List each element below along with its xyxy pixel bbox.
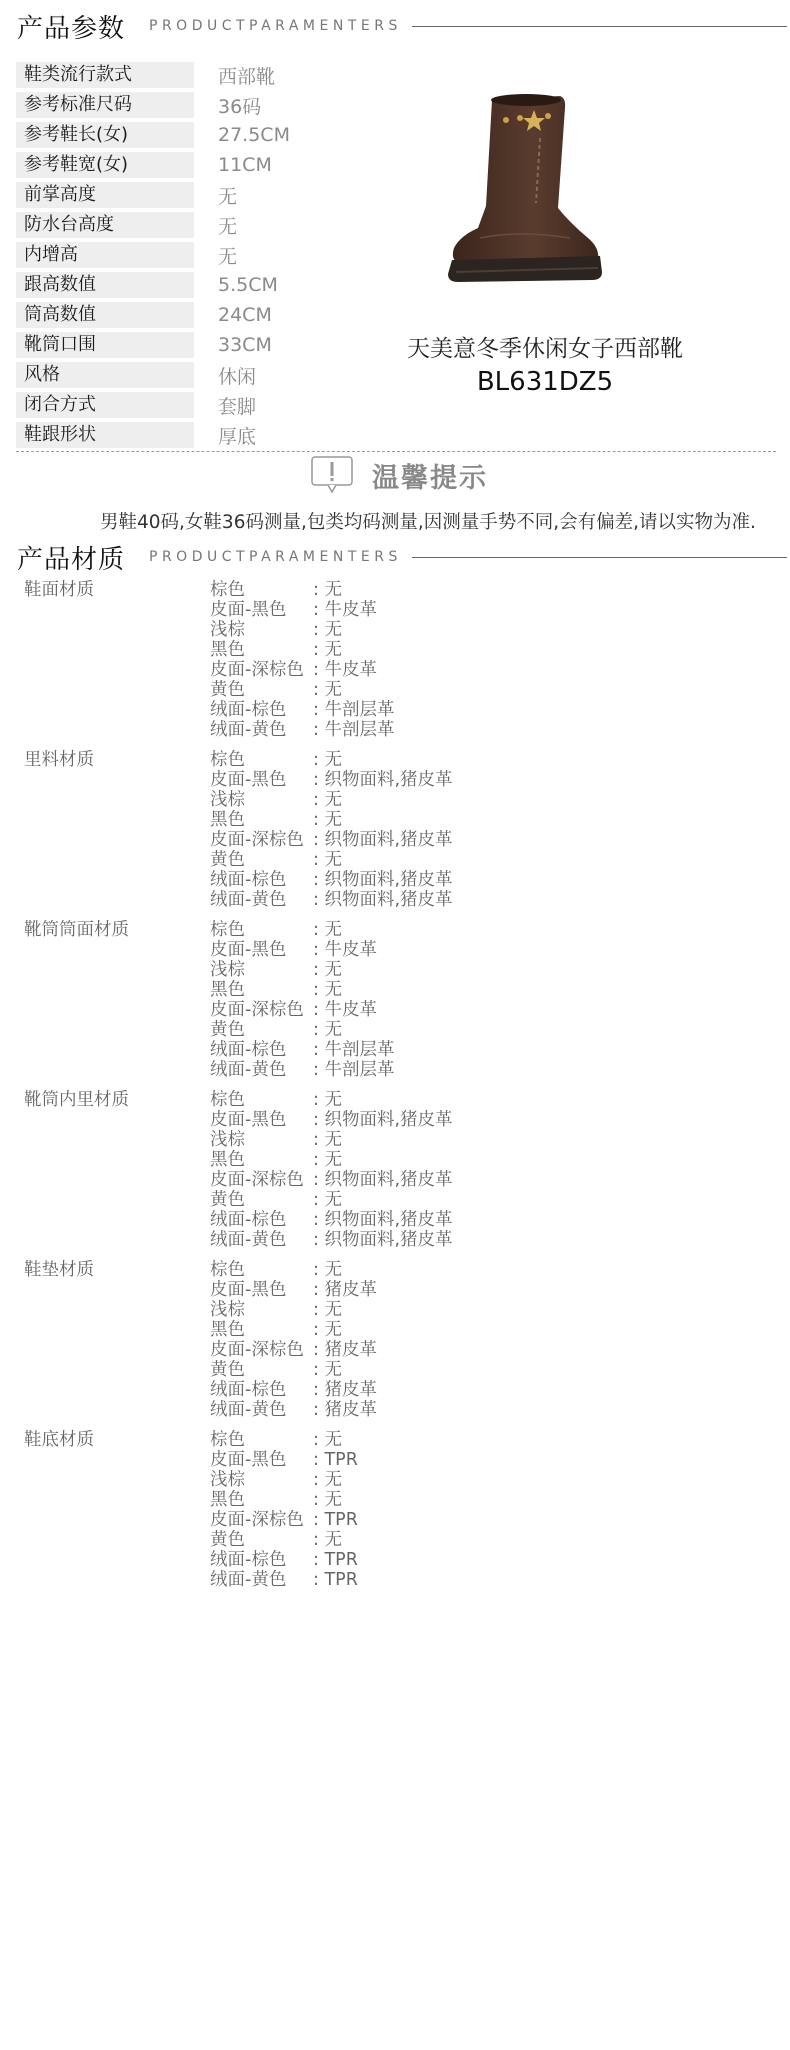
- param-row: [16, 60, 396, 90]
- material-value: : 织物面料,猪皮革: [313, 1110, 453, 1130]
- material-value: : 无: [313, 1090, 342, 1110]
- material-value: : 无: [313, 1300, 342, 1320]
- param-key: 筒高数值: [16, 302, 194, 328]
- material-value: : TPR: [313, 1550, 358, 1570]
- material-value: : 无: [313, 750, 342, 770]
- material-item: [210, 1430, 358, 1450]
- params-section-title: 产品参数: [17, 13, 126, 44]
- material-value: : 牛剖层革: [313, 1040, 395, 1060]
- material-value: : 无: [313, 960, 342, 980]
- material-value: : 无: [313, 620, 342, 640]
- tip-title: 温馨提示: [372, 462, 488, 494]
- material-group-name: 鞋底材质: [24, 1430, 94, 1450]
- material-color: 黑色: [210, 1490, 245, 1510]
- material-color: 绒面-黄色: [210, 1400, 287, 1420]
- material-value: : TPR: [313, 1510, 358, 1530]
- material-item: [210, 1570, 358, 1590]
- material-color: 黄色: [210, 1530, 245, 1550]
- param-row: [16, 300, 396, 330]
- param-value: 套脚: [218, 395, 257, 418]
- material-value: : 织物面料,猪皮革: [313, 1230, 453, 1250]
- param-value: 厚底: [218, 425, 257, 448]
- param-row: [16, 390, 396, 420]
- material-item: [210, 750, 453, 770]
- material-item: [210, 620, 394, 640]
- material-color: 皮面-黑色: [210, 1110, 287, 1130]
- material-item: [210, 1190, 453, 1210]
- param-value: 24CM: [218, 304, 272, 326]
- param-key: 内增高: [16, 242, 194, 268]
- material-item: [210, 1470, 358, 1490]
- material-value: : 无: [313, 1360, 342, 1380]
- material-item: [210, 940, 394, 960]
- material-value: : 牛剖层革: [313, 720, 395, 740]
- material-item: [210, 1040, 394, 1060]
- param-key: 闭合方式: [16, 392, 194, 418]
- material-group-name: 鞋垫材质: [24, 1260, 94, 1280]
- material-item: [210, 920, 394, 940]
- material-color: 皮面-深棕色: [210, 660, 304, 680]
- material-item: [210, 1400, 377, 1420]
- material-color: 棕色: [210, 1430, 245, 1450]
- material-item: [210, 1020, 394, 1040]
- material-value: : 牛皮革: [313, 1000, 377, 1020]
- material-item: [210, 1230, 453, 1250]
- material-color: 棕色: [210, 1090, 245, 1110]
- material-group: [24, 1260, 784, 1430]
- material-value: : 牛皮革: [313, 940, 377, 960]
- header-divider: [412, 26, 787, 27]
- material-color: 绒面-黄色: [210, 890, 287, 910]
- param-row: [16, 120, 396, 150]
- material-item: [210, 770, 453, 790]
- param-key: 参考鞋宽(女): [16, 152, 194, 178]
- warning-bubble-icon: [310, 455, 354, 495]
- material-item: [210, 1110, 453, 1130]
- material-value: : 牛剖层革: [313, 1060, 395, 1080]
- param-key: 靴筒口围: [16, 332, 194, 358]
- material-value: : 无: [313, 1470, 342, 1490]
- param-row: [16, 270, 396, 300]
- material-color: 黑色: [210, 810, 245, 830]
- material-color: 浅棕: [210, 620, 245, 640]
- material-value: : 猪皮革: [313, 1340, 377, 1360]
- param-value: 无: [218, 185, 238, 208]
- material-color: 浅棕: [210, 1300, 245, 1320]
- material-value: : TPR: [313, 1450, 358, 1470]
- param-row: [16, 90, 396, 120]
- param-value: 11CM: [218, 154, 272, 176]
- material-item: [210, 1320, 377, 1340]
- material-color: 黑色: [210, 1320, 245, 1340]
- material-color: 棕色: [210, 580, 245, 600]
- material-item: [210, 960, 394, 980]
- material-item: [210, 640, 394, 660]
- material-group: [24, 1430, 784, 1600]
- material-color: 浅棕: [210, 790, 245, 810]
- material-group: [24, 750, 784, 920]
- material-value: : 猪皮革: [313, 1400, 377, 1420]
- material-group: [24, 920, 784, 1090]
- material-color: 棕色: [210, 920, 245, 940]
- material-group-name: 靴筒筒面材质: [24, 920, 129, 940]
- material-value: : TPR: [313, 1570, 358, 1590]
- material-item: [210, 680, 394, 700]
- param-value: 5.5CM: [218, 274, 278, 296]
- material-value: : 织物面料,猪皮革: [313, 890, 453, 910]
- material-item: [210, 1150, 453, 1170]
- material-item: [210, 1000, 394, 1020]
- material-color: 黄色: [210, 1360, 245, 1380]
- material-color: 黑色: [210, 980, 245, 1000]
- material-color: 皮面-深棕色: [210, 1000, 304, 1020]
- material-value: : 无: [313, 1320, 342, 1340]
- material-color: 皮面-深棕色: [210, 1510, 304, 1530]
- material-value: : 无: [313, 920, 342, 940]
- param-key: 参考鞋长(女): [16, 122, 194, 148]
- material-color: 绒面-黄色: [210, 1060, 287, 1080]
- material-value: : 无: [313, 1020, 342, 1040]
- product-name: 天美意冬季休闲女子西部靴: [407, 336, 683, 362]
- material-value: : 无: [313, 1430, 342, 1450]
- material-color: 绒面-黄色: [210, 1570, 287, 1590]
- material-value: : 无: [313, 1150, 342, 1170]
- param-key: 鞋类流行款式: [16, 62, 194, 88]
- material-item: [210, 1490, 358, 1510]
- material-item: [210, 1280, 377, 1300]
- param-row: [16, 330, 396, 360]
- material-color: 皮面-黑色: [210, 600, 287, 620]
- material-item-list: [210, 920, 394, 1090]
- material-color: 绒面-棕色: [210, 1210, 287, 1230]
- param-row: [16, 180, 396, 210]
- material-item-list: [210, 1260, 377, 1430]
- material-color: 绒面-棕色: [210, 1550, 287, 1570]
- material-color: 皮面-深棕色: [210, 830, 304, 850]
- material-item: [210, 1300, 377, 1320]
- param-key: 跟高数值: [16, 272, 194, 298]
- product-code: BL631DZ5: [476, 367, 614, 397]
- materials-section-title: 产品材质: [17, 544, 126, 575]
- material-color: 绒面-黄色: [210, 1230, 287, 1250]
- material-value: : 织物面料,猪皮革: [313, 770, 453, 790]
- material-value: : 无: [313, 1190, 342, 1210]
- material-item: [210, 980, 394, 1000]
- material-item-list: [210, 1430, 358, 1600]
- material-color: 皮面-黑色: [210, 1450, 287, 1470]
- param-value: 27.5CM: [218, 124, 290, 146]
- param-key: 鞋跟形状: [16, 422, 194, 448]
- material-item: [210, 600, 394, 620]
- material-value: : 织物面料,猪皮革: [313, 1170, 453, 1190]
- material-value: : 无: [313, 1490, 342, 1510]
- boot-product-image: [420, 88, 610, 288]
- param-row: [16, 420, 396, 450]
- params-section-subtitle: PRODUCTPARAMENTERS: [149, 18, 402, 34]
- material-color: 绒面-棕色: [210, 700, 287, 720]
- param-value: 西部靴: [218, 65, 276, 88]
- material-color: 棕色: [210, 750, 245, 770]
- material-item: [210, 1060, 394, 1080]
- material-value: : 无: [313, 580, 342, 600]
- param-row: [16, 150, 396, 180]
- material-value: : 猪皮革: [313, 1380, 377, 1400]
- material-group: [24, 1090, 784, 1260]
- material-item: [210, 1360, 377, 1380]
- header-divider: [412, 557, 787, 558]
- param-key: 前掌高度: [16, 182, 194, 208]
- material-value: : 无: [313, 980, 342, 1000]
- material-value: : 织物面料,猪皮革: [313, 870, 453, 890]
- material-value: : 无: [313, 1260, 342, 1280]
- material-item: [210, 1450, 358, 1470]
- material-item: [210, 830, 453, 850]
- param-value: 休闲: [218, 365, 257, 388]
- param-value: 36码: [218, 95, 262, 118]
- material-item: [210, 1530, 358, 1550]
- material-color: 皮面-黑色: [210, 770, 287, 790]
- material-color: 绒面-黄色: [210, 720, 287, 740]
- material-color: 浅棕: [210, 1130, 245, 1150]
- material-value: : 无: [313, 1130, 342, 1150]
- material-color: 棕色: [210, 1260, 245, 1280]
- material-color: 绒面-棕色: [210, 1380, 287, 1400]
- material-item: [210, 700, 394, 720]
- material-value: : 牛剖层革: [313, 700, 395, 720]
- material-color: 浅棕: [210, 1470, 245, 1490]
- materials-list: [24, 580, 784, 1600]
- material-item: [210, 1260, 377, 1280]
- material-value: : 无: [313, 810, 342, 830]
- material-color: 浅棕: [210, 960, 245, 980]
- material-value: : 牛皮革: [313, 600, 377, 620]
- material-item: [210, 870, 453, 890]
- material-color: 绒面-棕色: [210, 870, 287, 890]
- material-value: : 无: [313, 850, 342, 870]
- param-value: 无: [218, 245, 238, 268]
- material-color: 黄色: [210, 680, 245, 700]
- material-item: [210, 580, 394, 600]
- material-item: [210, 1340, 377, 1360]
- material-value: : 牛皮革: [313, 660, 377, 680]
- material-item: [210, 810, 453, 830]
- material-color: 皮面-黑色: [210, 940, 287, 960]
- material-value: : 织物面料,猪皮革: [313, 830, 453, 850]
- param-key: 防水台高度: [16, 212, 194, 238]
- material-value: : 无: [313, 1530, 342, 1550]
- params-section-header: [17, 6, 787, 46]
- material-group-name: 鞋面材质: [24, 580, 94, 600]
- param-value: 无: [218, 215, 238, 238]
- material-item-list: [210, 580, 394, 750]
- material-color: 黑色: [210, 1150, 245, 1170]
- param-value: 33CM: [218, 334, 272, 356]
- material-item-list: [210, 1090, 453, 1260]
- section-divider: [16, 451, 776, 452]
- material-item: [210, 1210, 453, 1230]
- param-key: 参考标准尺码: [16, 92, 194, 118]
- material-group-name: 靴筒内里材质: [24, 1090, 129, 1110]
- material-item: [210, 1550, 358, 1570]
- material-color: 皮面-黑色: [210, 1280, 287, 1300]
- param-key: 风格: [16, 362, 194, 388]
- material-item: [210, 1130, 453, 1150]
- material-item: [210, 660, 394, 680]
- tip-header: [310, 455, 488, 495]
- material-item: [210, 720, 394, 740]
- material-value: : 猪皮革: [313, 1280, 377, 1300]
- material-value: : 无: [313, 640, 342, 660]
- material-item: [210, 790, 453, 810]
- param-row: [16, 240, 396, 270]
- material-item: [210, 1510, 358, 1530]
- material-value: : 无: [313, 680, 342, 700]
- material-item-list: [210, 750, 453, 920]
- param-row: [16, 360, 396, 390]
- material-value: : 织物面料,猪皮革: [313, 1210, 453, 1230]
- tip-text: 男鞋40码,女鞋36码测量,包类均码测量,因测量手势不同,会有偏差,请以实物为准.: [100, 512, 756, 533]
- material-group-name: 里料材质: [24, 750, 94, 770]
- materials-section-subtitle: PRODUCTPARAMENTERS: [149, 549, 402, 565]
- param-row: [16, 210, 396, 240]
- material-color: 黄色: [210, 1020, 245, 1040]
- material-color: 皮面-深棕色: [210, 1170, 304, 1190]
- material-item: [210, 890, 453, 910]
- material-group: [24, 580, 784, 750]
- material-color: 皮面-深棕色: [210, 1340, 304, 1360]
- materials-section-header: [17, 537, 787, 577]
- material-item: [210, 1090, 453, 1110]
- material-color: 黄色: [210, 1190, 245, 1210]
- material-color: 绒面-棕色: [210, 1040, 287, 1060]
- material-item: [210, 850, 453, 870]
- params-table: [16, 60, 396, 450]
- material-color: 黑色: [210, 640, 245, 660]
- material-value: : 无: [313, 790, 342, 810]
- material-item: [210, 1380, 377, 1400]
- material-color: 黄色: [210, 850, 245, 870]
- material-item: [210, 1170, 453, 1190]
